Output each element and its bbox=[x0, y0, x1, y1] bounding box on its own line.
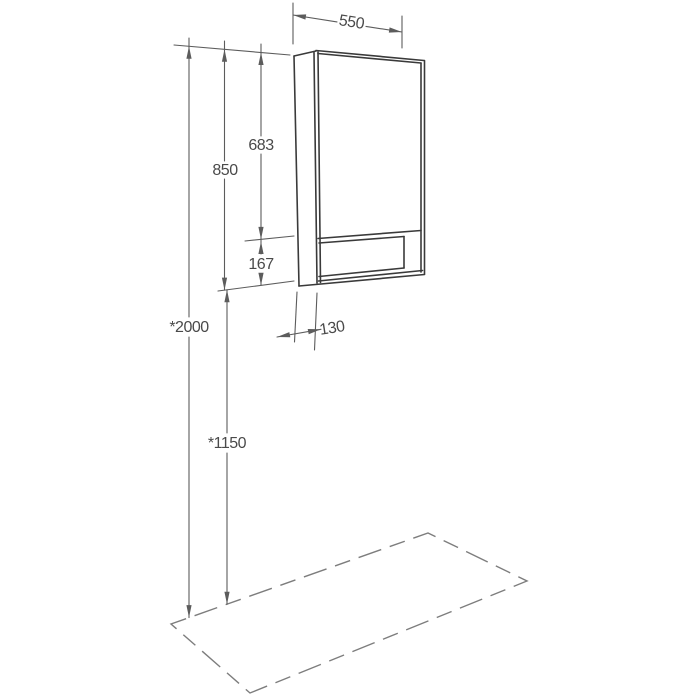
floor-projection bbox=[171, 533, 527, 693]
cabinet-door-hinge-edge bbox=[318, 52, 321, 283]
arrowhead-up bbox=[258, 242, 263, 255]
cabinet-side-panel-edge bbox=[314, 53, 317, 284]
dimension-mount-height-bottom-label: *1150 bbox=[207, 435, 247, 452]
arrowhead-down bbox=[222, 278, 227, 291]
dimension-mount-height-bottom bbox=[208, 290, 247, 604]
shelf-extension-line bbox=[245, 236, 294, 241]
top-extension-line bbox=[174, 45, 290, 55]
arrowhead-up bbox=[186, 46, 191, 59]
dimension-shelf-height bbox=[248, 239, 274, 285]
bottom-extension-line bbox=[218, 281, 294, 291]
floor-outline bbox=[171, 533, 527, 693]
dimension-mount-height-top-label: *2000 bbox=[169, 319, 209, 336]
dimension-mirror-height bbox=[248, 44, 274, 239]
cabinet-top-left-edge bbox=[294, 51, 316, 56]
arrowhead-left bbox=[277, 332, 290, 337]
dimension-width-label: 550 bbox=[337, 12, 366, 33]
dimension-mirror-height-label: 683 bbox=[248, 137, 274, 154]
dimension-shelf-height-label: 167 bbox=[248, 256, 274, 273]
niche-floor-back-edge bbox=[319, 268, 404, 277]
dimension-depth bbox=[277, 292, 346, 350]
arrowhead-up bbox=[258, 53, 263, 66]
dimension-cabinet-height-label: 850 bbox=[212, 162, 238, 179]
arrowhead-down bbox=[258, 227, 263, 240]
arrowhead-down bbox=[224, 592, 229, 605]
dimension-mount-height-top bbox=[169, 38, 209, 618]
arrowhead-down bbox=[186, 605, 191, 618]
extension-line bbox=[295, 292, 298, 342]
arrowhead-left bbox=[293, 14, 306, 19]
arrowhead-up bbox=[224, 290, 229, 303]
arrowhead-right bbox=[389, 27, 402, 32]
mirror-door-bottom-edge bbox=[318, 231, 421, 239]
dimension-cabinet-height bbox=[212, 41, 238, 290]
mirror-cabinet bbox=[294, 51, 425, 287]
arrowhead-up bbox=[222, 49, 227, 62]
cabinet-left-edge bbox=[294, 56, 299, 286]
dimension-width bbox=[293, 3, 402, 48]
arrowhead-down bbox=[258, 273, 263, 286]
dimension-depth-label: 130 bbox=[318, 318, 346, 339]
extension-line bbox=[315, 293, 318, 350]
